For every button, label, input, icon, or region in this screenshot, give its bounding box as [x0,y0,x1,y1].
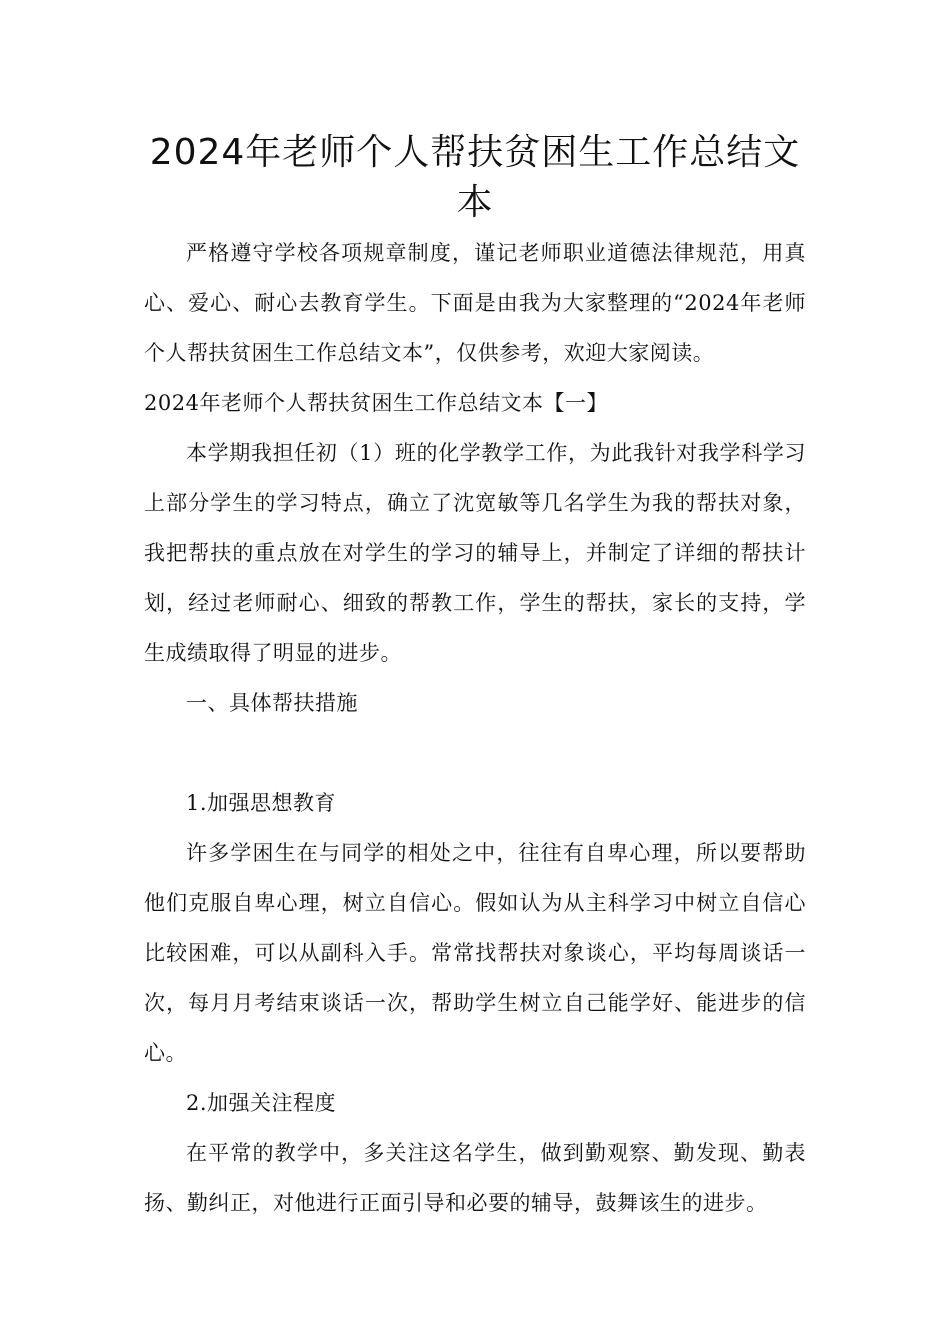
body-paragraph-1: 本学期我担任初（1）班的化学教学工作，为此我针对我学科学习上部分学生的学习特点，确立了沈宽敏等几名学生为我的帮扶对象，我把帮扶的重点放在对学生的学习的辅导上，并制定了详细的帮扶计划，经过老师耐心、细致的帮教工作，学生的帮扶，家长的支持，学生成绩取得了明显的进步。 [144,441,806,665]
body-paragraph-2: 许多学困生在与同学的相处之中，往往有自卑心理，所以要帮助他们克服自卑心理，树立自信心。假如认为从主科学习中树立自信心比较困难，可以从副科入手。常常找帮扶对象谈心，平均每周谈话一次，每月月考结束谈话一次，帮助学生树立自己能学好、能进步的信心。 [144,841,806,1065]
heading-measures: 一、具体帮扶措施 [186,691,358,715]
subheading-1: 1.加强思想教育 [186,791,337,815]
subheading-2: 2.加强关注程度 [186,1091,337,1115]
document-title: 2024年老师个人帮扶贫困生工作总结文本 [149,132,801,223]
intro-paragraph: 严格遵守学校各项规章制度，谨记老师职业道德法律规范，用真心、爱心、耐心去教育学生。下面是由我为大家整理的“2024年老师个人帮扶贫困生工作总结文本”，仅供参考，欢迎大家阅读。 [144,241,806,365]
blank-line [144,728,806,778]
body-paragraph-3: 在平常的教学中，多关注这名学生，做到勤观察、勤发现、勤表扬、勤纠正，对他进行正面引导和必要的辅导，鼓舞该生的进步。 [144,1141,806,1215]
document-page [144,128,806,1228]
section-title: 2024年老师个人帮扶贫困生工作总结文本【一】 [144,391,608,415]
